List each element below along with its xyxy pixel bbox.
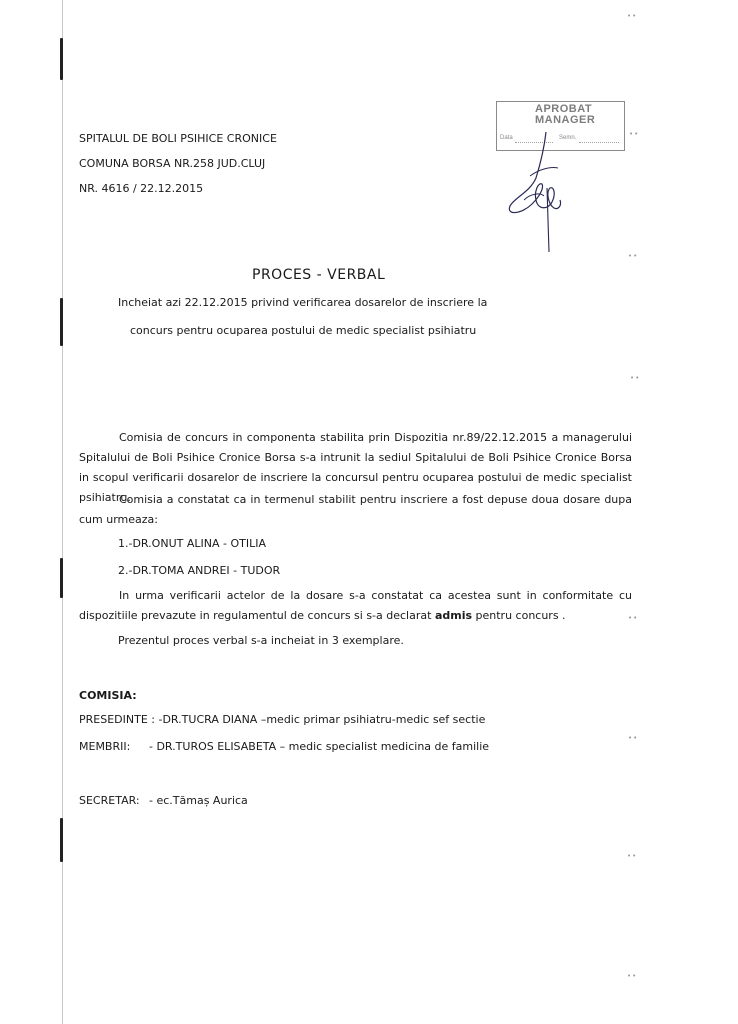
scan-speck: ••: [627, 12, 638, 20]
commission-heading: COMISIA:: [79, 689, 137, 702]
president-row: [79, 713, 485, 726]
binding-mark: [60, 298, 63, 346]
president-label: PRESEDINTE :: [79, 713, 155, 726]
paragraph-commission: Comisia de concurs in componenta stabilita prin Dispozitia nr.89/22.12.2015 a managerului Spitalului de Boli Psihice Cronice Borsa s-a intrunit la sediul Spitalului de Boli Psihice Cronice Borsa in scopul verificarii dosarelor de inscriere la concursul pentru ocuparea postului de medic specialist psihiatru.: [79, 431, 632, 504]
members-value: - DR.TUROS ELISABETA – medic specialist medicina de familie: [149, 740, 490, 753]
paragraph-findings: Comisia a constatat ca in termenul stabilit pentru inscriere a fost depuse doua dosare dupa cum urmeaza:: [79, 493, 632, 526]
scan-speck: ••: [627, 972, 638, 980]
admis-word: admis: [434, 609, 473, 622]
scan-speck: ••: [629, 130, 640, 138]
candidate-item: 2.-DR.TOMA ANDREI - TUDOR: [118, 564, 281, 577]
subtitle-line-2: concurs pentru ocuparea postului de medic specialist psihiatru: [130, 324, 477, 337]
secretary-row: [79, 794, 248, 807]
verification-tail: pentru concurs .: [472, 609, 566, 622]
paragraph-copies: Prezentul proces verbal s-a incheiat in 3 exemplare.: [118, 634, 404, 647]
scan-speck: ••: [630, 374, 641, 382]
scan-speck: ••: [628, 614, 639, 622]
verification-text: In urma verificarii actelor de la dosare s-a constatat ca acestea sunt in conformitate cu dispozitiile prevazute in regulamentul de concurs si s-a declarat: [79, 589, 632, 622]
institution-name: SPITALUL DE BOLI PSIHICE CRONICE: [79, 132, 277, 145]
binding-line: [62, 0, 63, 1024]
binding-mark: [60, 38, 63, 80]
members-row: [79, 740, 489, 753]
president-value: -DR.TUCRA DIANA –medic primar psihiatru-medic sef sectie: [158, 713, 486, 726]
stamp-signature-line: [579, 142, 619, 143]
stamp-title-line2: MANAGER: [535, 114, 596, 126]
scan-speck: ••: [628, 252, 639, 260]
candidate-item: 1.-DR.ONUT ALINA - OTILIA: [118, 537, 266, 550]
paragraph-verification: [79, 586, 632, 626]
institution-address: COMUNA BORSA NR.258 JUD.CLUJ: [79, 157, 266, 170]
scan-speck: ••: [627, 852, 638, 860]
binding-mark: [60, 558, 63, 598]
secretary-value: - ec.Tămaș Aurica: [149, 794, 248, 807]
subtitle-line-1: Incheiat azi 22.12.2015 privind verificarea dosarelor de inscriere la: [118, 296, 488, 309]
stamp-date-label: Data: [500, 135, 513, 141]
binding-mark: [60, 818, 63, 862]
members-label: MEMBRII:: [79, 740, 131, 753]
document-title: PROCES - VERBAL: [252, 267, 386, 283]
manager-signature: [500, 130, 580, 255]
stamp-signature-label: Semn.: [559, 135, 577, 141]
registration-number: NR. 4616 / 22.12.2015: [79, 182, 204, 195]
stamp-title-line1: APROBAT: [535, 103, 593, 115]
scan-speck: ••: [628, 734, 639, 742]
stamp-title: [535, 104, 595, 126]
secretary-label: SECRETAR:: [79, 794, 140, 807]
